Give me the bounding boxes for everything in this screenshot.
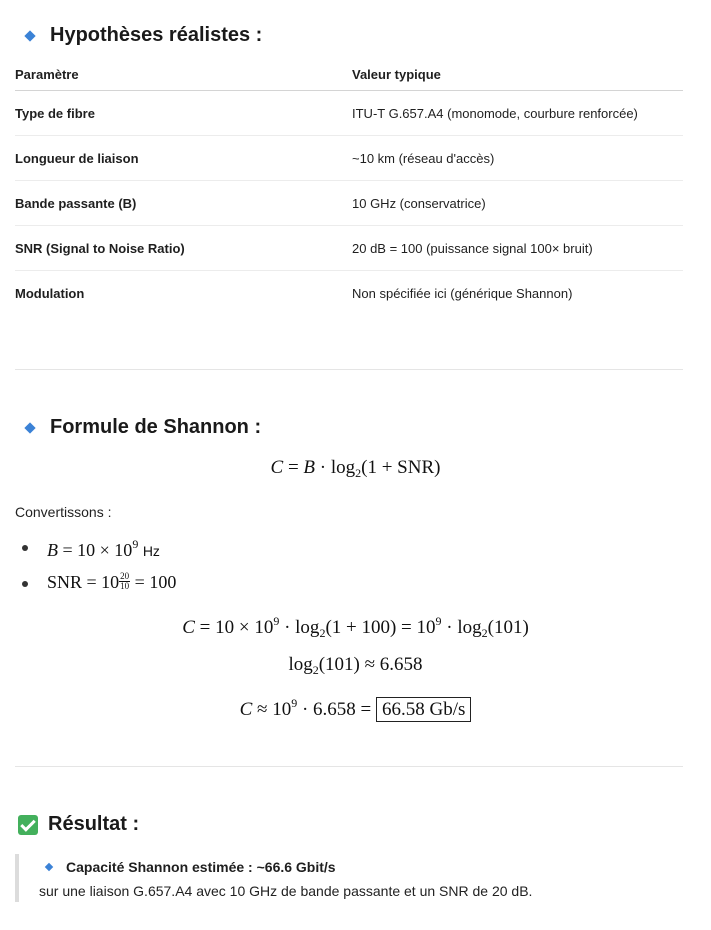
bandwidth-conversion: $B = 10 \times 10^9$ Hz	[47, 537, 160, 560]
value-cell: 10 GHz (conservatrice)	[352, 181, 683, 226]
bullet	[22, 581, 28, 587]
param-cell: Bande passante (B)	[15, 181, 352, 226]
value-cell: Non spécifiée ici (générique Shannon)	[352, 285, 573, 301]
formula-heading	[22, 416, 261, 439]
capacity-approximation: $C \approx 10^9 \cdot 6.658 = 66.58$ Gb/s	[0, 696, 711, 721]
diamond-icon	[45, 863, 53, 871]
exponent-fraction: $\frac{20}{10}$	[120, 571, 130, 591]
value-cell: 20 dB = 100 (puissance signal 100× bruit)	[352, 226, 683, 271]
hypotheses-title: Hypothèses réalistes :	[50, 24, 263, 46]
divider	[15, 766, 683, 767]
table-header-row	[15, 58, 683, 91]
diamond-icon	[24, 422, 35, 433]
check-icon	[18, 815, 38, 835]
capacity-line	[44, 859, 336, 875]
capacity-expansion: $C = 10 \times 10^9 \cdot \log_2(1 + 100) = 10^9 \cdot \log_2(101)$	[182, 614, 529, 640]
table-row	[15, 136, 683, 181]
table-row	[15, 91, 683, 136]
hz-unit: Hz	[142, 543, 160, 559]
log-approximation: $\log_2(101) \approx 6.658$	[288, 654, 423, 677]
blockquote-bar	[15, 854, 19, 902]
capacity-text: Capacité Shannon estimée : ~66.6 Gbit/s	[66, 859, 336, 875]
result-title: Résultat :	[48, 813, 140, 835]
shannon-formula: $C = B \cdot \log_2(1 + SNR)$	[270, 457, 441, 480]
param-cell: Longueur de liaison	[15, 136, 352, 181]
col-param-header: Paramètre	[15, 58, 352, 91]
result-box: 66.58 Gb/s	[376, 697, 471, 722]
col-value-header: Valeur typique	[352, 58, 683, 91]
snr-conversion: SNR = 10 $\frac{20}{10}$ = 100	[47, 571, 177, 592]
value-cell: ~10 km (réseau d'accès)	[352, 136, 683, 181]
result-detail: sur une liaison G.657.A4 avec 10 GHz de bande passante et un SNR de 20 dB.	[39, 883, 533, 899]
hypotheses-heading	[22, 24, 262, 47]
table-row	[15, 181, 683, 226]
formula-title: Formule de Shannon :	[50, 416, 262, 438]
conversions-label: Convertissons :	[15, 504, 112, 520]
parameters-table	[15, 58, 683, 315]
table-row	[15, 226, 683, 271]
diamond-icon	[24, 30, 35, 41]
table-row	[15, 271, 683, 316]
divider	[15, 369, 683, 370]
value-cell: ITU-T G.657.A4 (monomode, courbure renforcée)	[352, 91, 683, 136]
param-cell: SNR (Signal to Noise Ratio)	[15, 226, 352, 271]
bullet	[22, 545, 28, 551]
param-cell: Type de fibre	[15, 91, 352, 136]
result-heading	[18, 813, 139, 836]
param-cell: Modulation	[15, 285, 85, 301]
